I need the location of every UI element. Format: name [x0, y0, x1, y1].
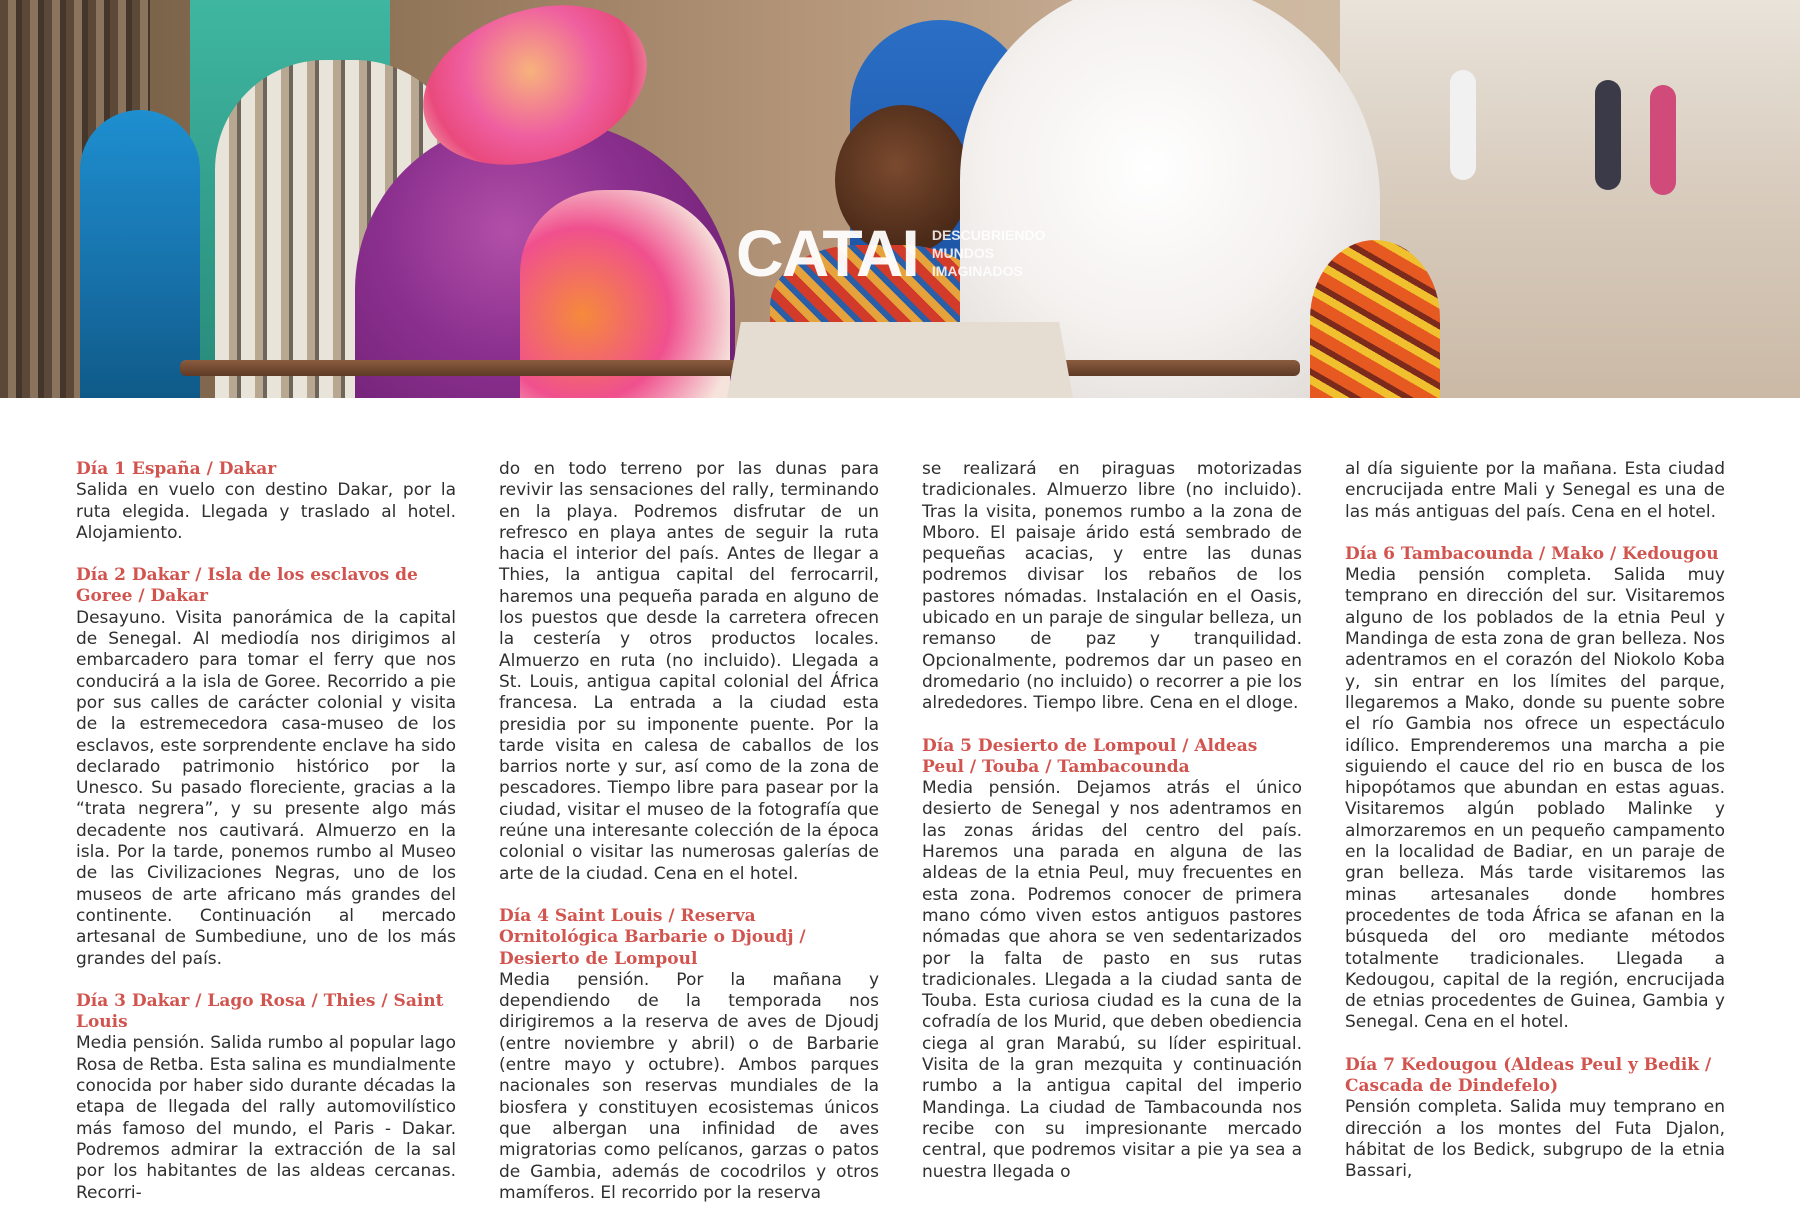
- day-title: Día 2 Dakar / Isla de los esclavos de Goree / Dakar: [76, 565, 418, 607]
- distant-pedestrian: [1450, 70, 1476, 180]
- day-text: Pensión completa. Salida muy temprano en dirección a los montes del Futa Djalon, hábitat de los Bedick, subgrupo de la etnia Bassari,: [1345, 1097, 1725, 1182]
- text-column-2: [499, 459, 879, 1225]
- distant-pedestrian: [1595, 80, 1621, 190]
- tagline-line: DESCUBRIENDO: [931, 227, 1046, 243]
- text-column-4: [1345, 459, 1725, 1225]
- orange-patterned-dress: [1310, 240, 1440, 398]
- brand-logo: [736, 218, 1045, 288]
- tagline-line: MUNDOS: [931, 245, 995, 261]
- day-title: Día 3 Dakar / Lago Rosa / Thies / Saint Louis: [76, 990, 444, 1033]
- itinerary-day: [922, 736, 1302, 1183]
- day-title: Día 5 Desierto de Lompoul / Aldeas Peul / Touba / Tambacounda: [922, 735, 1258, 777]
- continued-text: se realizará en piraguas motorizadas tradicionales. Almuerzo libre (no incluido). Tras la visita, ponemos rumbo a la zona de Mboro. El paisaje árido está sembrado de pequeñas acacias, y entre las dunas podremos divisar los rebaños de los pastores nómadas. Instalación en el Oasis, ubicado en un paraje de singular belleza, un remanso de paz y tranquilidad. Opcionalmente, podremos dar un paseo en dromedario (no incluido) o recorrer a pie los alrededores. Tiempo libre. Cena en el dloge.: [922, 459, 1302, 714]
- day-text: Media pensión completa. Salida muy temprano en dirección del sur. Visitaremos alguno de los poblados de la etnia Peul y Mandinga de esta zona de gran belleza. Nos adentramos en el corazón del Niokolo Koba y, sin entrar en los límites del parque, llegaremos a Mako, donde su puente sobre el río Gambia nos ofrece un espectáculo idílico. Emprenderemos una marcha a pie siguiendo el cauce del rio en busca de los hipopótamos que abundan en estas aguas. Visitaremos algún poblado Malinke y almorzaremos en un pequeño campamento en la localidad de Badiar, en un paraje de gran belleza. Más tarde visitaremos las minas artesanales donde hombres procedentes de toda África se afanan en la búsqueda del oro mediante métodos totalmente tradicionales. Llegada a Kedougou, capital de la región, encrucijada de etnias procedentes de Guinea, Gambia y Senegal. Cena en el hotel.: [1345, 565, 1725, 1033]
- continued-text: do en todo terreno por las dunas para revivir las sensaciones del rally, terminando en la playa. Podremos disfrutar de un refresco en playa antes de seguir la ruta hacia el interior del país. Antes de llegar a Thies, la antigua capital del ferrocarril, haremos una pequeña parada en alguno de los puestos que desde la carretera ofrecen la cestería y otros productos locales. Almuerzo en ruta (no incluido). Llegada a St. Louis, antigua capital colonial del África francesa. La entrada a la ciudad esta presidia por su imponente puente. Por la tarde visita en calesa de caballos de los barrios norte y sur, así como de la zona de pescadores. Tiempo libre para pasear por la ciudad, visitar el museo de la fotografía que reúne una interesante colección de la época colonial o visitar las numerosas galerías de arte de la ciudad. Cena en el hotel.: [499, 459, 879, 884]
- day-title: Día 4 Saint Louis / Reserva Ornitológica Barbarie o Djoudj / Desierto de Lompoul: [499, 905, 806, 969]
- itinerary-day: [1345, 1055, 1725, 1183]
- text-column-1: [76, 459, 456, 1225]
- tagline-line: IMAGINADOS: [931, 263, 1023, 279]
- itinerary-day: [76, 565, 456, 970]
- day-text: Media pensión. Salida rumbo al popular lago Rosa de Retba. Esta salina es mundialmente conocida por haber sido durante décadas la etapa de llegada del rally automovilístico más famoso del mundo, el Paris - Dakar. Podremos admirar la extracción de la sal por los habitantes de las aldeas cercanas. Recorri-: [76, 1033, 456, 1203]
- itinerary-columns: [76, 459, 1725, 1225]
- text-column-3: [922, 459, 1302, 1225]
- day-title: Día 1 España / Dakar: [76, 459, 277, 479]
- day-title: Día 7 Kedougou (Aldeas Peul y Bedik / Cascada de Dindefelo): [1345, 1054, 1712, 1097]
- itinerary-day: [1345, 544, 1725, 1034]
- itinerary-day: [76, 991, 456, 1204]
- distant-pedestrian: [1650, 85, 1676, 195]
- continued-text: al día siguiente por la mañana. Esta ciudad encrucijada entre Mali y Senegal es una de las más antiguas del país. Cena en el hotel.: [1345, 459, 1725, 522]
- day-text: Salida en vuelo con destino Dakar, por la ruta elegida. Llegada y traslado al hotel. Alojamiento.: [76, 480, 456, 543]
- hero-photo: [0, 0, 1800, 398]
- woman-blue-figure: [80, 110, 200, 398]
- day-text: Media pensión. Por la mañana y dependiendo de la temporada nos dirigiremos a la reserva de aves de Djoudj (entre noviembre y abril) o de Barbarie (entre mayo y octubre). Ambos parques nacionales son reservas mundiales de la biosfera y constituyen ecosistemas únicos que albergan una infinidad de aves migratorias como pelícanos, garzas o patos de Gambia, además de cocodrilos y otros mamíferos. El recorrido por la reserva: [499, 969, 879, 1203]
- day-title: Día 6 Tambacounda / Mako / Kedougou: [1345, 543, 1719, 564]
- logo-wordmark: CATAI: [736, 216, 918, 290]
- itinerary-day: [499, 906, 879, 1204]
- itinerary-day: [76, 459, 456, 544]
- header-tab-shape: [727, 322, 1073, 398]
- day-text: Desayuno. Visita panorámica de la capital de Senegal. Al mediodía nos dirigimos al embarcadero para tomar el ferry que nos conducirá a la isla de Goree. Recorrido a pie por sus calles de carácter colonial y visita de la estremecedora casa-museo de los esclavos, este sorprendente enclave ha sido declarado patrimonio histórico por la Unesco. Su pasado floreciente, gracias a la “trata negrera”, y su presente algo más decadente nos cautivará. Almuerzo en la isla. Por la tarde, ponemos rumbo al Museo de las Civilizaciones Negras, uno de los museos de arte africano más grandes del continente. Continuación al mercado artesanal de Sumbediune, uno de los más grandes del país.: [76, 607, 456, 969]
- logo-tagline: [932, 226, 1046, 280]
- day-text: Media pensión. Dejamos atrás el único desierto de Senegal y nos adentramos en las zonas áridas del centro del país. Haremos una parada en alguna de las aldeas de la etnia Peul, muy frecuentes en esta zona. Podremos conocer de primera mano cómo viven estos antiguos pastores nómadas que ahora se ven sedentarizados por la falta de pasto en sus rutas tradicionales. Llegada a la ciudad santa de Touba. Esta curiosa ciudad es la cuna de la cofradía de los Murid, que deben obediencia ciega al gran Marabú, su líder espiritual. Visita de la gran mezquita y continuación rumbo a la antigua capital del imperio Mandinga. La ciudad de Tambacounda nos recibe con su impresionante mercado central, que podremos visitar a pie ya sea a nuestra llegada o: [922, 778, 1302, 1182]
